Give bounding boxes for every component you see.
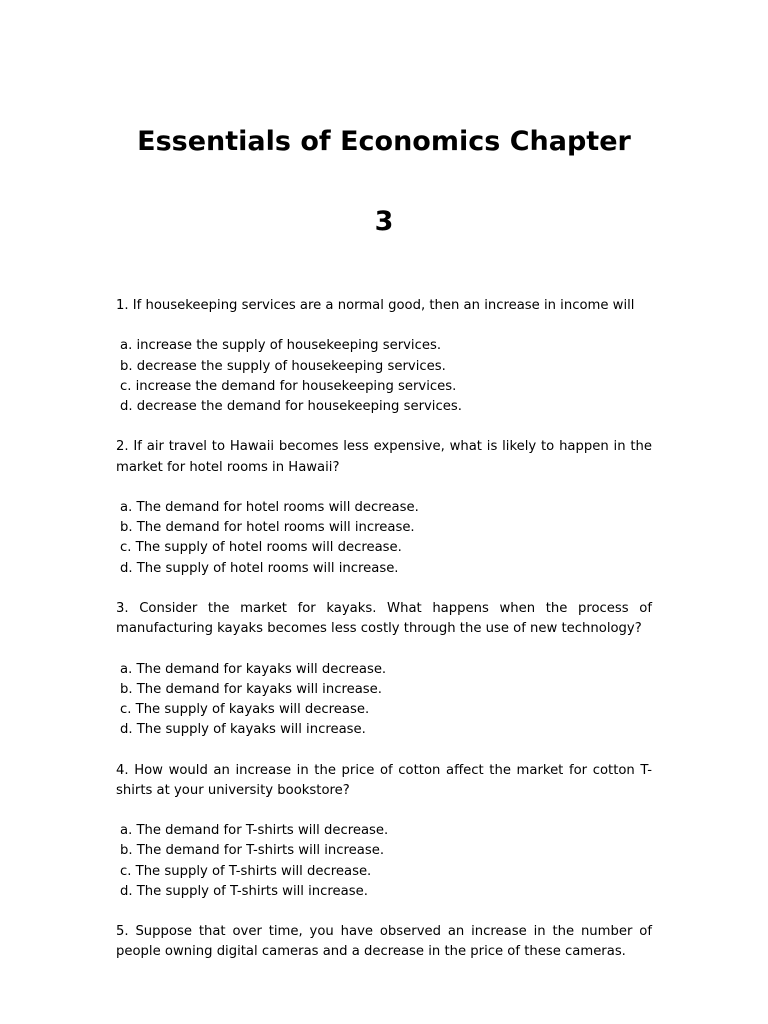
- answer-option-d: d. decrease the demand for housekeeping services.: [120, 399, 462, 414]
- question-text: 2. If air travel to Hawaii becomes less expensive, what is likely to happen in the market for hotel rooms in Hawaii?: [116, 439, 652, 475]
- answer-option-b: b. The demand for hotel rooms will increase.: [120, 520, 415, 536]
- chapter-number: 3: [374, 206, 394, 237]
- answer-option-c: c. The supply of kayaks will decrease.: [120, 701, 370, 717]
- question-text: 5. Suppose that over time, you have observed an increase in the number of people owning digital cameras and a decrease in the price of these cameras.: [116, 924, 652, 960]
- answer-option-a: a. The demand for hotel rooms will decrease.: [120, 499, 419, 515]
- answer-options: [116, 498, 652, 579]
- question-2: [116, 437, 652, 578]
- question-4: [116, 761, 652, 902]
- question-5: [116, 922, 652, 962]
- answer-options: [116, 336, 652, 417]
- answer-option-a: a. The demand for kayaks will decrease.: [120, 661, 387, 677]
- answer-option-b: b. The demand for kayaks will increase.: [120, 681, 382, 697]
- question-text: 3. Consider the market for kayaks. What happens when the process of manufacturing kayaks becomes less costly through the use of new technology?: [116, 600, 652, 637]
- answer-option-c: c. increase the demand for housekeeping services.: [120, 378, 457, 394]
- question-list: [116, 296, 652, 983]
- answer-option-c: c. The supply of hotel rooms will decrease.: [120, 540, 402, 556]
- question-3: [116, 599, 652, 740]
- answer-option-a: a. increase the supply of housekeeping services.: [120, 338, 442, 354]
- answer-options: [116, 821, 652, 902]
- question-text: 4. How would an increase in the price of cotton affect the market for cotton T-shirts at your university bookstore?: [116, 762, 652, 798]
- answer-option-d: d. The supply of kayaks will increase.: [120, 722, 366, 738]
- answer-option-b: b. The demand for T-shirts will increase.: [120, 843, 385, 859]
- document-title: Essentials of Economics Chapter: [137, 126, 631, 157]
- answer-option-a: a. The demand for T-shirts will decrease.: [120, 823, 389, 839]
- answer-option-c: c. The supply of T-shirts will decrease.: [120, 863, 372, 879]
- answer-option-b: b. decrease the supply of housekeeping services.: [120, 358, 446, 374]
- question-1: [116, 296, 652, 417]
- answer-options: [116, 660, 652, 741]
- question-text: 1. If housekeeping services are a normal good, then an increase in income will: [116, 298, 635, 313]
- answer-option-d: d. The supply of T-shirts will increase.: [120, 883, 368, 899]
- answer-option-d: d. The supply of hotel rooms will increase.: [120, 560, 399, 576]
